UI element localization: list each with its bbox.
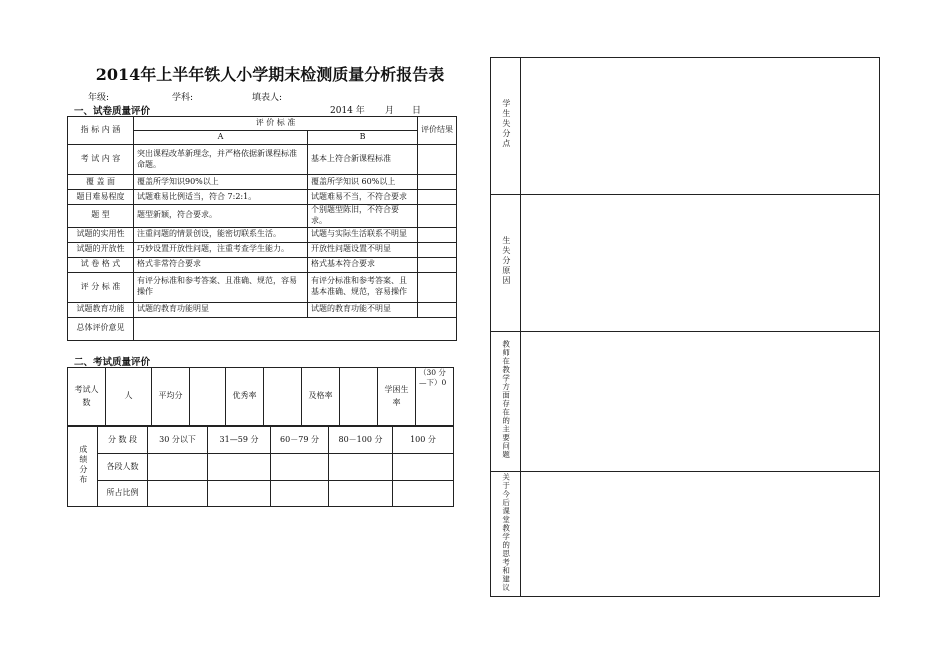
row-result[interactable] (418, 190, 457, 205)
avg-label: 平均分 (152, 368, 190, 426)
row-b: 开放性问题设置不明显 (308, 242, 418, 257)
ratio-cell[interactable] (208, 481, 271, 507)
row-result[interactable] (418, 145, 457, 175)
row-b: 个别题型陈旧，不符合要求。 (308, 205, 418, 228)
band-cell: 31—59 分 (208, 427, 271, 454)
panel-content[interactable] (521, 332, 880, 472)
band-cell: 60－79 分 (271, 427, 329, 454)
col-a: A (134, 131, 308, 145)
exam-count-label: 考试人数 (68, 368, 106, 426)
person-unit: 人 (106, 368, 152, 426)
row-result[interactable] (418, 302, 457, 317)
col-standard: 评 价 标 准 (134, 117, 418, 131)
panel-content[interactable] (521, 195, 880, 332)
count-cell[interactable] (208, 454, 271, 481)
count-cell[interactable] (329, 454, 393, 481)
panel-label: 学生失分点 (491, 58, 521, 195)
table-row (68, 257, 457, 272)
row-label: 题 型 (68, 205, 134, 228)
panel-label: 关于今后课堂教学的思考和建议 (491, 472, 521, 597)
table-row (68, 175, 457, 190)
band-cell: 80－100 分 (329, 427, 393, 454)
ratio-label: 所占比例 (98, 481, 148, 507)
table-row (68, 227, 457, 242)
row-label: 试题教育功能 (68, 302, 134, 317)
table-row (68, 145, 457, 175)
overall-value[interactable] (134, 317, 457, 340)
panel-content[interactable] (521, 58, 880, 195)
panel-label: 生失分原因 (491, 195, 521, 332)
exam-summary-table (67, 367, 454, 426)
dist-label: 成绩分布 (68, 427, 98, 507)
filler-label: 填表人: (252, 93, 283, 103)
excellent-label: 优秀率 (226, 368, 264, 426)
count-cell[interactable] (393, 454, 454, 481)
row-b: 覆盖所学知识 60%以上 (308, 175, 418, 190)
row-label: 评 分 标 准 (68, 272, 134, 302)
date-year: 2014 年 (330, 106, 365, 116)
col-result: 评价结果 (418, 117, 457, 145)
row-a: 巧妙设置开放性问题，注重考查学生能力。 (134, 242, 308, 257)
row-a: 有评分标准和参考答案、且准确、规范，容易操作 (134, 272, 308, 302)
row-result[interactable] (418, 272, 457, 302)
analysis-panel (490, 57, 880, 597)
score-band-label: 分 数 段 (98, 427, 148, 454)
subject-label: 学科: (172, 93, 194, 103)
table-row (68, 205, 457, 228)
col-b: B (308, 131, 418, 145)
difficult-label: 学困生率 (378, 368, 416, 426)
panel-label: 教师在教学方面存在的主要问题 (491, 332, 521, 472)
count-cell[interactable] (271, 454, 329, 481)
row-result[interactable] (418, 242, 457, 257)
row-b: 试题的教育功能不明显 (308, 302, 418, 317)
row-label: 覆 盖 面 (68, 175, 134, 190)
avg-value[interactable] (190, 368, 226, 426)
panel-content[interactable] (521, 472, 880, 597)
row-a: 试题的教育功能明显 (134, 302, 308, 317)
row-b: 格式基本符合要求 (308, 257, 418, 272)
col-indicator: 指 标 内 涵 (68, 117, 134, 145)
row-a: 注重问题的情景创设，能密切联系生活。 (134, 227, 308, 242)
pass-value[interactable] (340, 368, 378, 426)
paper-quality-table (67, 116, 457, 341)
table-row (68, 302, 457, 317)
row-result[interactable] (418, 227, 457, 242)
ratio-cell[interactable] (393, 481, 454, 507)
table-row (68, 317, 457, 340)
row-label: 试题的实用性 (68, 227, 134, 242)
row-a: 格式非常符合要求 (134, 257, 308, 272)
row-label: 考 试 内 容 (68, 145, 134, 175)
row-b: 试题难易不当，不符合要求 (308, 190, 418, 205)
row-result[interactable] (418, 175, 457, 190)
table-row (68, 190, 457, 205)
excellent-value[interactable] (264, 368, 302, 426)
count-cell[interactable] (148, 454, 208, 481)
overall-label: 总体评价意见 (68, 317, 134, 340)
section1-heading: 一、试卷质量评价 (74, 106, 151, 117)
row-b: 有评分标准和参考答案、且基本准确、规范，容易操作 (308, 272, 418, 302)
ratio-cell[interactable] (329, 481, 393, 507)
row-result[interactable] (418, 257, 457, 272)
difficult-note: （30 分—下）0 (416, 368, 454, 426)
band-cell: 100 分 (393, 427, 454, 454)
table-row (68, 272, 457, 302)
page-title: 2014年上半年铁人小学期末检测质量分析报告表 (95, 65, 445, 84)
date-month: 月 (385, 106, 395, 116)
row-b: 基本上符合新课程标准 (308, 145, 418, 175)
row-label: 试题的开放性 (68, 242, 134, 257)
row-label: 题目难易程度 (68, 190, 134, 205)
count-label: 各段人数 (98, 454, 148, 481)
date-day: 日 (412, 106, 422, 116)
row-result[interactable] (418, 205, 457, 228)
section2-heading: 二、考试质量评价 (74, 357, 151, 368)
pass-label: 及格率 (302, 368, 340, 426)
ratio-cell[interactable] (271, 481, 329, 507)
score-distribution-table (67, 426, 454, 507)
row-a: 覆盖所学知识90%以上 (134, 175, 308, 190)
table-row (68, 242, 457, 257)
ratio-cell[interactable] (148, 481, 208, 507)
row-a: 题型新颖，符合要求。 (134, 205, 308, 228)
row-a: 突出课程改革新理念，并严格依据新课程标准命题。 (134, 145, 308, 175)
band-cell: 30 分以下 (148, 427, 208, 454)
row-label: 试 卷 格 式 (68, 257, 134, 272)
grade-label: 年级: (88, 93, 110, 103)
row-a: 试题难易比例适当，符合 7:2:1。 (134, 190, 308, 205)
row-b: 试题与实际生活联系不明显 (308, 227, 418, 242)
